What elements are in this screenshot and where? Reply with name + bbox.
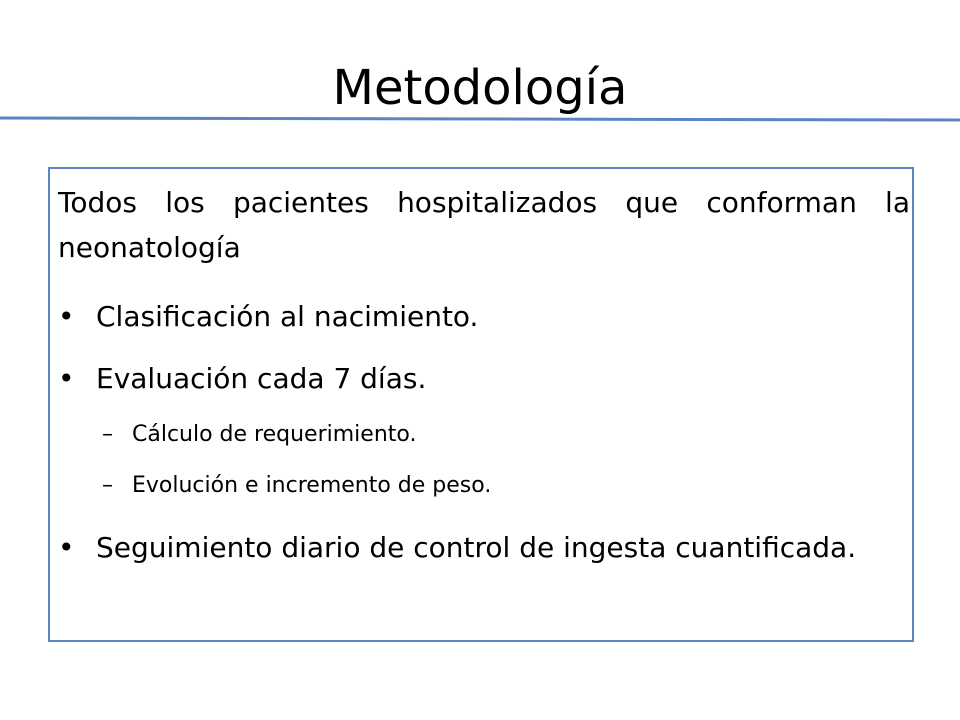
bullet-marker: • <box>58 531 75 564</box>
bullet-text: Evaluación cada 7 días. <box>96 362 427 395</box>
intro-paragraph: Todos los pacientes hospitalizados que conforman la neonatología <box>58 186 910 264</box>
bullet-text: Clasificación al nacimiento. <box>96 300 479 333</box>
bullet-text: Seguimiento diario de control de ingesta cuantificada. <box>96 531 857 564</box>
sub-bullet-text: Cálculo de requerimiento. <box>132 422 417 447</box>
title-underline <box>0 116 960 122</box>
slide-title: Metodología <box>332 60 628 116</box>
bullet-marker: • <box>58 362 75 395</box>
sub-bullet-text: Evolución e incremento de peso. <box>132 473 492 498</box>
sub-bullet-marker: – <box>102 422 113 447</box>
bullet-marker: • <box>58 300 75 333</box>
sub-bullet-marker: – <box>102 473 113 498</box>
